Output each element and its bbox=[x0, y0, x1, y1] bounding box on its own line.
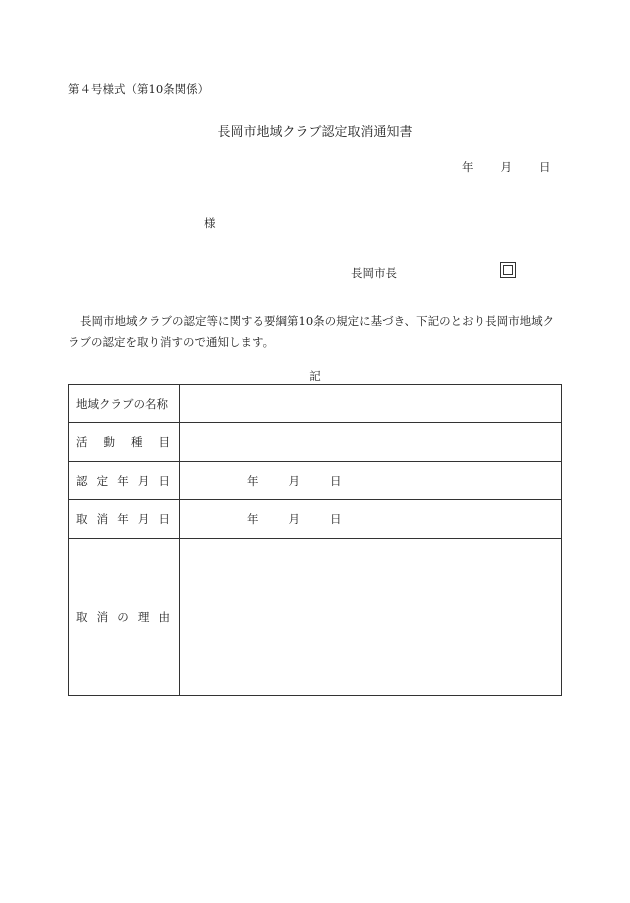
issuer-name: 長岡市長 bbox=[351, 266, 397, 280]
label-char: 由 bbox=[158, 610, 170, 624]
label-char: の bbox=[117, 610, 129, 624]
label-char: 種 bbox=[131, 435, 143, 449]
seal-stamp bbox=[500, 262, 516, 278]
cancellation-date-label bbox=[69, 500, 180, 539]
table-row bbox=[69, 500, 562, 539]
document-title: 長岡市地域クラブ認定取消通知書 bbox=[217, 125, 413, 140]
label-char: 月 bbox=[137, 512, 150, 526]
cert-month-label: 月 bbox=[288, 473, 300, 488]
label-char: 取 bbox=[76, 610, 88, 624]
issue-year-label: 年 bbox=[462, 160, 474, 174]
recipient-honorific: 様 bbox=[204, 216, 216, 230]
table-row bbox=[69, 423, 562, 462]
activity-type-value[interactable] bbox=[180, 423, 562, 462]
club-name-label bbox=[69, 385, 180, 423]
certification-date-label bbox=[69, 462, 180, 500]
label-char: 年 bbox=[117, 473, 129, 488]
cancellation-date-value[interactable] bbox=[180, 500, 562, 539]
label-char: 日 bbox=[158, 512, 170, 526]
details-table bbox=[68, 384, 562, 696]
club-name-label-text: 地域クラブの名称 bbox=[76, 396, 168, 411]
label-char: 目 bbox=[158, 435, 170, 449]
label-char: 活 bbox=[76, 435, 88, 449]
cert-day-label: 日 bbox=[330, 473, 342, 488]
certification-date-value[interactable] bbox=[180, 462, 562, 500]
cancellation-reason-label bbox=[69, 539, 180, 696]
cancellation-reason-value[interactable] bbox=[180, 539, 562, 696]
notice-body-text: 長岡市地域クラブの認定等に関する要綱第10条の規定に基づき、下記のとおり長岡市地域クラブの認定を取り消すので通知します。 bbox=[68, 314, 555, 349]
label-char: 月 bbox=[137, 473, 150, 488]
label-char: 定 bbox=[96, 473, 109, 488]
issue-day-label: 日 bbox=[539, 160, 551, 174]
label-char: 消 bbox=[96, 512, 109, 526]
label-char: 動 bbox=[103, 435, 115, 449]
cancel-day-label: 日 bbox=[330, 512, 342, 526]
label-char: 年 bbox=[117, 512, 129, 526]
cert-year-label: 年 bbox=[247, 473, 259, 488]
label-char: 理 bbox=[137, 610, 150, 624]
table-row bbox=[69, 462, 562, 500]
issue-month-label: 月 bbox=[500, 160, 512, 174]
activity-type-label bbox=[69, 423, 180, 462]
cancel-year-label: 年 bbox=[247, 512, 259, 526]
table-row bbox=[69, 385, 562, 423]
cancel-month-label: 月 bbox=[288, 512, 300, 526]
form-number: 第４号様式（第10条関係） bbox=[68, 82, 210, 96]
ki-heading: 記 bbox=[309, 369, 321, 383]
table-row bbox=[69, 539, 562, 696]
label-char: 日 bbox=[158, 473, 170, 488]
label-char: 取 bbox=[76, 512, 88, 526]
label-char: 消 bbox=[96, 610, 109, 624]
club-name-value[interactable] bbox=[180, 385, 562, 423]
notice-body bbox=[68, 311, 563, 353]
issue-date bbox=[462, 159, 551, 175]
label-char: 認 bbox=[76, 473, 88, 488]
